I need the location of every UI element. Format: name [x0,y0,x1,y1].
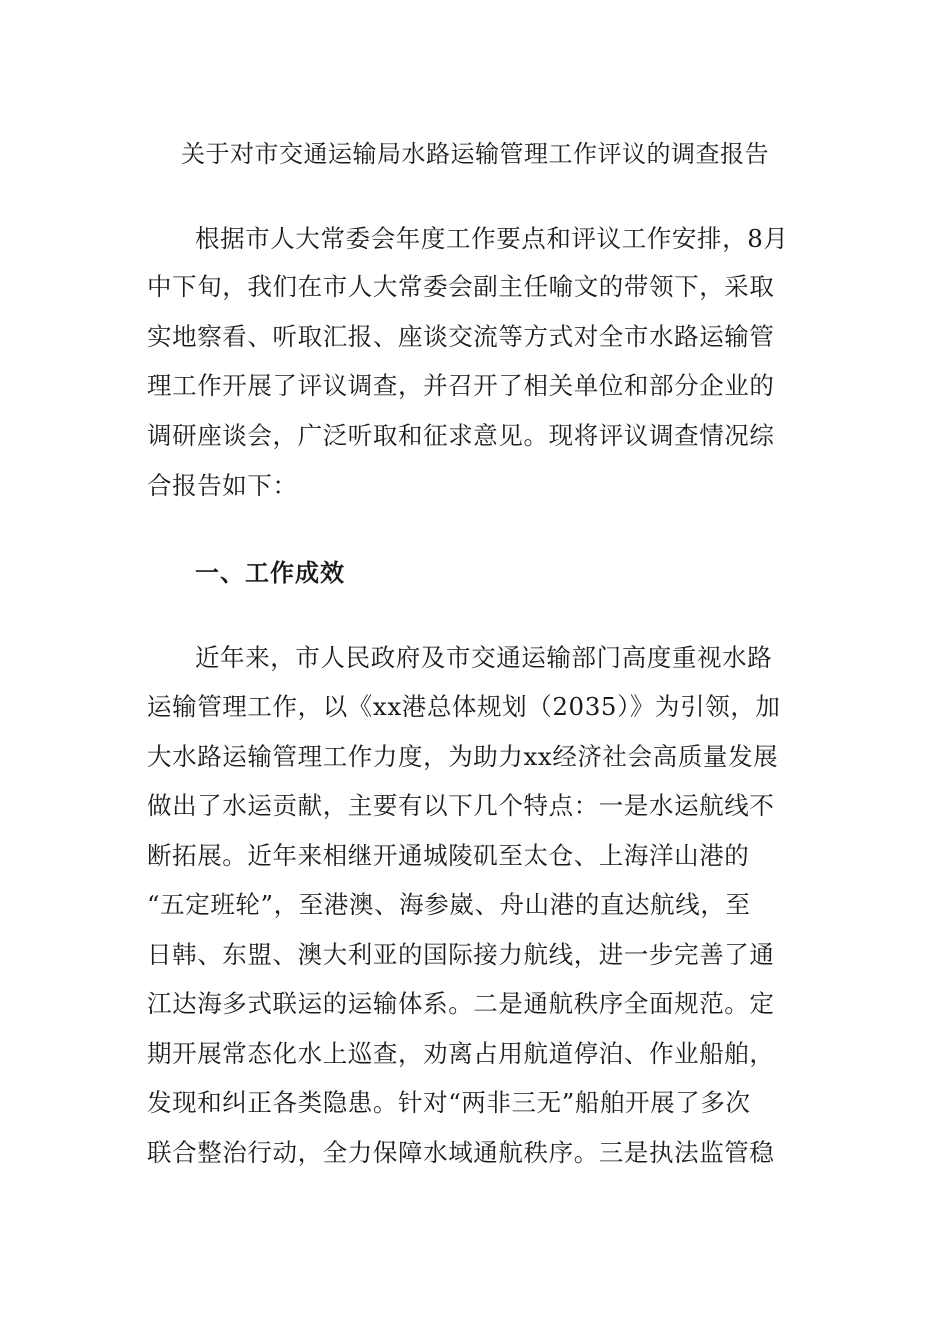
body-line: 日韩、东盟、澳大利亚的国际接力航线，进一步完善了通 [147,940,775,969]
body-line: 断拓展。近年来相继开通城陵矶至太仓、上海洋山港的 [147,841,750,870]
intro-line: 根据市人大常委会年度工作要点和评议工作安排，8月 [195,224,789,253]
body-line: 大水路运输管理工作力度，为助力xx经济社会高质量发展 [147,742,779,771]
body-line: “五定班轮”，至港澳、海参崴、舟山港的直达航线，至 [147,890,751,919]
body-line: 江达海多式联运的运输体系。二是通航秩序全面规范。定 [147,989,775,1018]
document-title: 关于对市交通运输局水路运输管理工作评议的调查报告 [181,140,769,168]
intro-line: 理工作开展了评议调查，并召开了相关单位和部分企业的 [147,371,775,400]
body-line: 做出了水运贡献，主要有以下几个特点：一是水运航线不 [147,791,775,820]
intro-line: 调研座谈会，广泛听取和征求意见。现将评议调查情况综 [147,421,775,450]
body-line: 运输管理工作，以《xx港总体规划（2035）》为引领，加 [147,692,781,721]
body-line: 近年来，市人民政府及市交通运输部门高度重视水路 [195,643,773,672]
section-heading: 一、工作成效 [195,558,345,587]
body-line: 期开展常态化水上巡查，劝离占用航道停泊、作业船舶， [147,1039,775,1068]
body-line: 联合整治行动，全力保障水域通航秩序。三是执法监管稳 [147,1138,775,1167]
intro-line: 实地察看、听取汇报、座谈交流等方式对全市水路运输管 [147,322,775,351]
intro-line: 合报告如下： [147,471,298,500]
intro-line: 中下旬，我们在市人大常委会副主任喻文的带领下，采取 [147,272,775,301]
body-line: 发现和纠正各类隐患。针对“两非三无”船舶开展了多次 [147,1088,751,1117]
